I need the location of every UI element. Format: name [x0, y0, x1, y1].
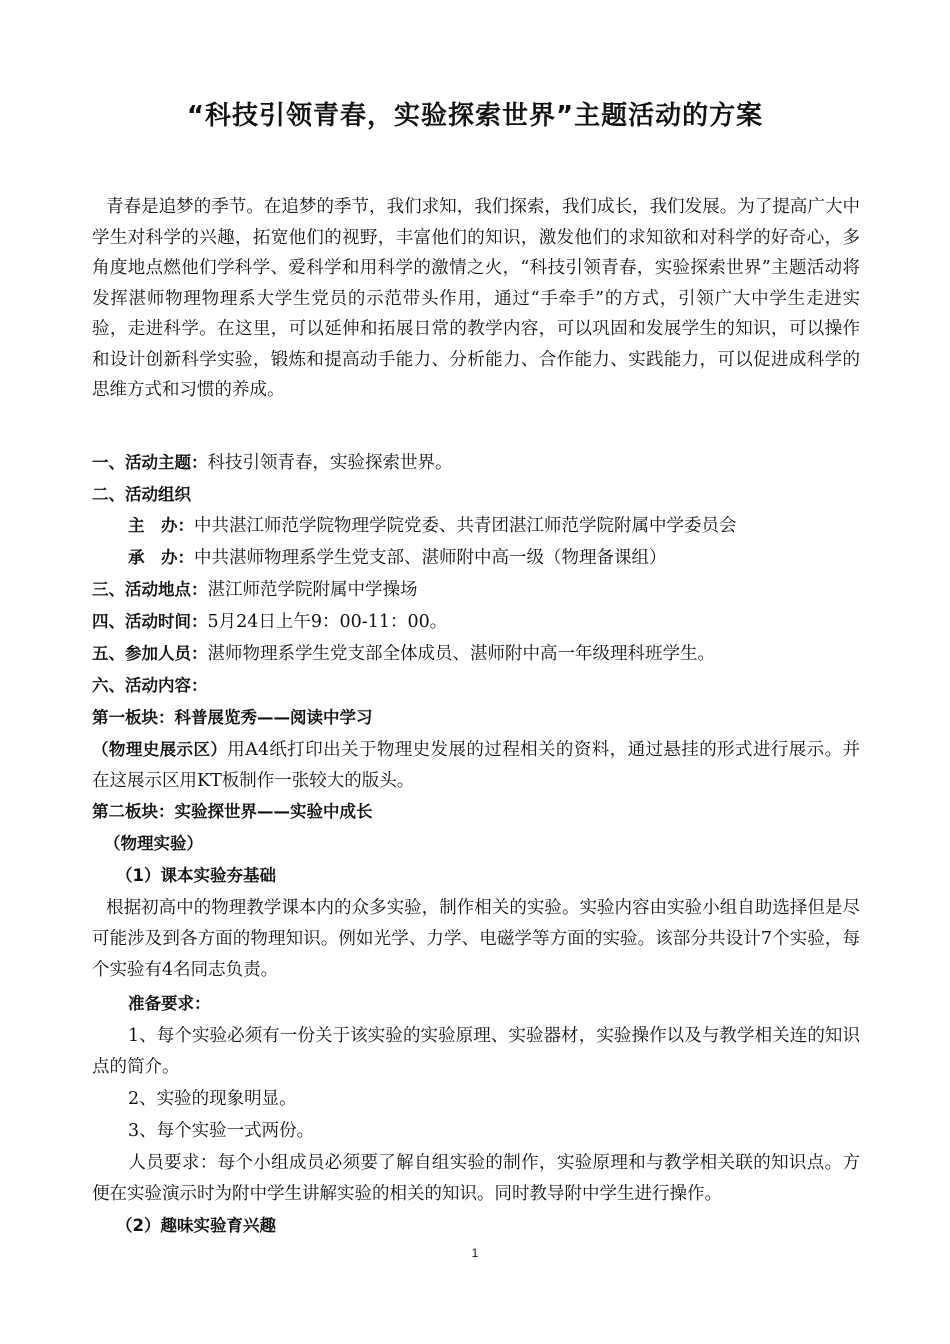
- section-organization: [92, 480, 860, 510]
- prep1-paragraph: [92, 1021, 860, 1083]
- item1-heading-line: [116, 861, 884, 891]
- intro-paragraph: [92, 192, 860, 406]
- staff-paragraph: [92, 1148, 860, 1210]
- section-time-label: 四、活动时间：: [92, 612, 208, 631]
- block1-zone-label: （物理史展示区）: [92, 740, 228, 759]
- block2-sub-line: [104, 829, 872, 859]
- block1-heading-line: [92, 703, 860, 733]
- section-theme-text: 科技引领青春，实验探索世界。: [207, 453, 453, 473]
- item1-paragraph: [92, 893, 860, 986]
- item2-heading-line: [116, 1211, 884, 1241]
- prep3-text: 3、每个实验一式两份。: [128, 1121, 315, 1141]
- page-number: 1: [471, 1246, 479, 1260]
- document-title: “科技引领青春，实验探索世界”主题活动的方案: [186, 101, 764, 131]
- prep2-line: [128, 1084, 896, 1114]
- block1-heading: 第一板块：科普展览秀——阅读中学习: [92, 708, 373, 727]
- prep3-line: [128, 1116, 896, 1146]
- host-text: 中共湛江师范学院物理学院党委、共青团湛江师范学院附属中学委员会: [194, 516, 737, 536]
- organizer-line: [128, 543, 896, 573]
- block2-heading-line: [92, 797, 860, 827]
- prep-label-line: [128, 989, 896, 1019]
- section-participants-text: 湛师物理系学生党支部全体成员、湛师附中高一年级理科班学生。: [207, 644, 715, 664]
- block2-sub: （物理实验）: [104, 834, 203, 853]
- section-time-text: 5月24日上午9：00-11：00。: [207, 612, 448, 632]
- section-time: [92, 607, 860, 637]
- prep1-text: 1、每个实验必须有一份关于该实验的实验原理、实验器材，实验操作以及与教学相关连的知识点的简介。: [92, 1026, 860, 1077]
- section-theme-label: 一、活动主题：: [92, 453, 208, 472]
- prep2-text: 2、实验的现象明显。: [128, 1089, 297, 1109]
- prep-label: 准备要求：: [128, 994, 211, 1013]
- block2-heading: 第二板块：实验探世界——实验中成长: [92, 802, 373, 821]
- item1-heading: （1）课本实验夯基础: [116, 866, 276, 885]
- section-organization-label: 二、活动组织: [92, 485, 191, 504]
- section-location-label: 三、活动地点：: [92, 580, 208, 599]
- section-location: [92, 575, 860, 605]
- block1-zone-text: 用A4纸打印出关于物理史发展的过程相关的资料，通过悬挂的形式进行展示。并在这展示区用KT板制作一张较大的版头。: [92, 740, 860, 791]
- section-location-text: 湛江师范学院附属中学操场: [207, 580, 418, 600]
- organizer-text: 中共湛师物理系学生党支部、湛师附中高一级（物理备课组）: [194, 548, 667, 568]
- block1-paragraph: [92, 734, 860, 797]
- organizer-label: 承 办：: [128, 548, 194, 567]
- section-content: [92, 671, 860, 701]
- item2-heading: （2）趣味实验育兴趣: [116, 1216, 276, 1235]
- section-content-label: 六、活动内容：: [92, 676, 208, 695]
- item1-text: 根据初高中的物理教学课本内的众多实验，制作相关的实验。实验内容由实验小组自助选择但是尽可能涉及到各方面的物理知识。例如光学、力学、电磁学等方面的实验。该部分共设计7个实验，每个实验有4名同志负责。: [92, 898, 860, 980]
- host-line: [128, 511, 896, 541]
- section-participants-label: 五、参加人员：: [92, 644, 208, 663]
- intro-text: 青春是追梦的季节。在追梦的季节，我们求知，我们探索，我们成长，我们发展。为了提高广大中学生对科学的兴趣，拓宽他们的视野，丰富他们的知识，激发他们的求知欲和对科学的好奇心，多角度地点燃他们学科学、爱科学和用科学的激情之火，“科技引领青春，实验探索世界”主题活动将发挥湛师物理物理系大学生党员的示范带头作用，通过“手牵手”的方式，引领广大中学生走进实验，走进科学。在这里，可以延伸和拓展日常的教学内容，可以巩固和发展学生的知识，可以操作和设计创新科学实验，锻炼和提高动手能力、分析能力、合作能力、实践能力，可以促进成科学的思维方式和习惯的养成。: [92, 197, 860, 400]
- host-label: 主 办：: [128, 516, 194, 535]
- staff-text: 人员要求：每个小组成员必须要了解自组实验的制作，实验原理和与教学相关联的知识点。方便在实验演示时为附中学生讲解实验的相关的知识。同时教导附中学生进行操作。: [92, 1153, 860, 1204]
- section-participants: [92, 639, 860, 669]
- section-theme: [92, 448, 860, 478]
